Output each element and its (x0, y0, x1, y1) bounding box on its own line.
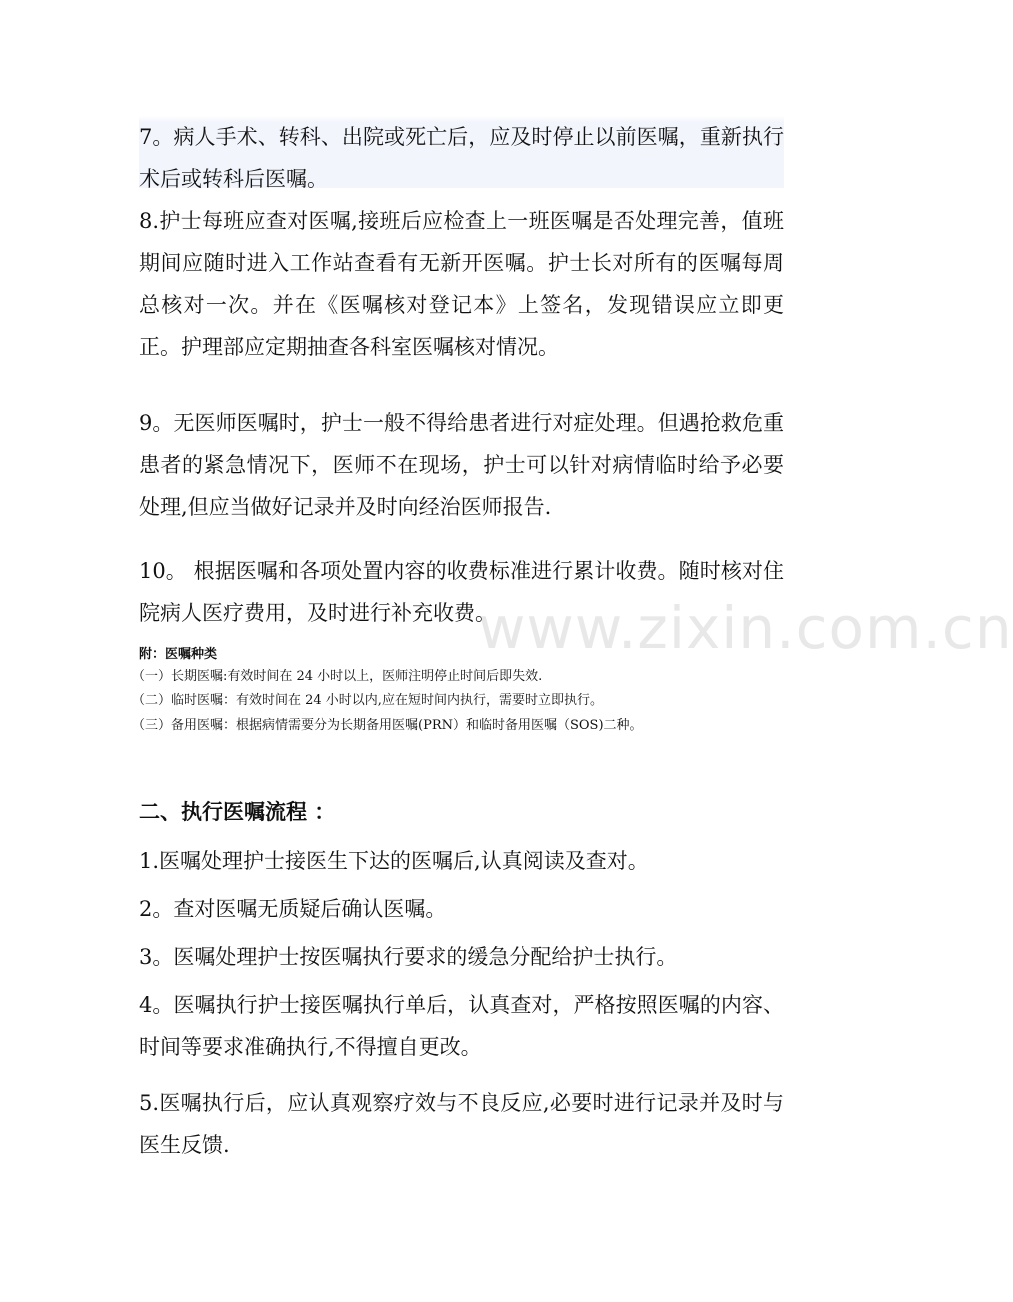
step-4: 4。医嘱执行护士接医嘱执行单后，认真查对，严格按照医嘱的内容、时间等要求准确执行,不得擅自更改。 (139, 993, 784, 1059)
step-3: 3。医嘱处理护士按医嘱执行要求的缓急分配给护士执行。 (139, 945, 678, 969)
paragraph-9: 9。无医师医嘱时，护士一般不得给患者进行对症处理。但遇抢救危重患者的紧急情况下，医师不在现场，护士可以针对病情临时给予必要处理,但应当做好记录并及时向经治医师报告. (139, 411, 784, 519)
paragraph-7: 7。病人手术、转科、出院或死亡后，应及时停止以前医嘱，重新执行术后或转科后医嘱。 (139, 116, 784, 200)
appendix-item-long-term: （一）长期医嘱:有效时间在 24 小时以上，医师注明停止时间后即失效. (132, 669, 543, 684)
section-heading-execution-process: 二、执行医嘱流程 ： (139, 800, 336, 824)
step-1: 1.医嘱处理护士接医生下达的医嘱后,认真阅读及查对。 (139, 849, 649, 873)
step-5: 5.医嘱执行后，应认真观察疗效与不良反应,必要时进行记录并及时与医生反馈. (139, 1091, 784, 1157)
step-2: 2。查对医嘱无质疑后确认医嘱。 (139, 897, 447, 921)
appendix-item-standby: （三）备用医嘱：根据病情需要分为长期备用医嘱(PRN）和临时备用医嘱（SOS)二种。 (132, 718, 643, 733)
appendix-item-temporary: （二）临时医嘱：有效时间在 24 小时以内,应在短时间内执行，需要时立即执行。 (132, 693, 603, 708)
appendix-title: 附：医嘱种类 (139, 647, 218, 662)
paragraph-8: 8.护士每班应查对医嘱,接班后应检查上一班医嘱是否处理完善，值班期间应随时进入工作站查看有无新开医嘱。护士长对所有的医嘱每周总核对一次。并在《医嘱核对登记本》上签名，发现错误应立即更正。护理部应定期抽查各科室医嘱核对情况。 (139, 209, 784, 359)
paragraph-10: 10。 根据医嘱和各项处置内容的收费标准进行累计收费。随时核对住院病人医疗费用，及时进行补充收费。 (139, 559, 784, 625)
watermark: www.zixin.com.cn (478, 594, 1013, 662)
